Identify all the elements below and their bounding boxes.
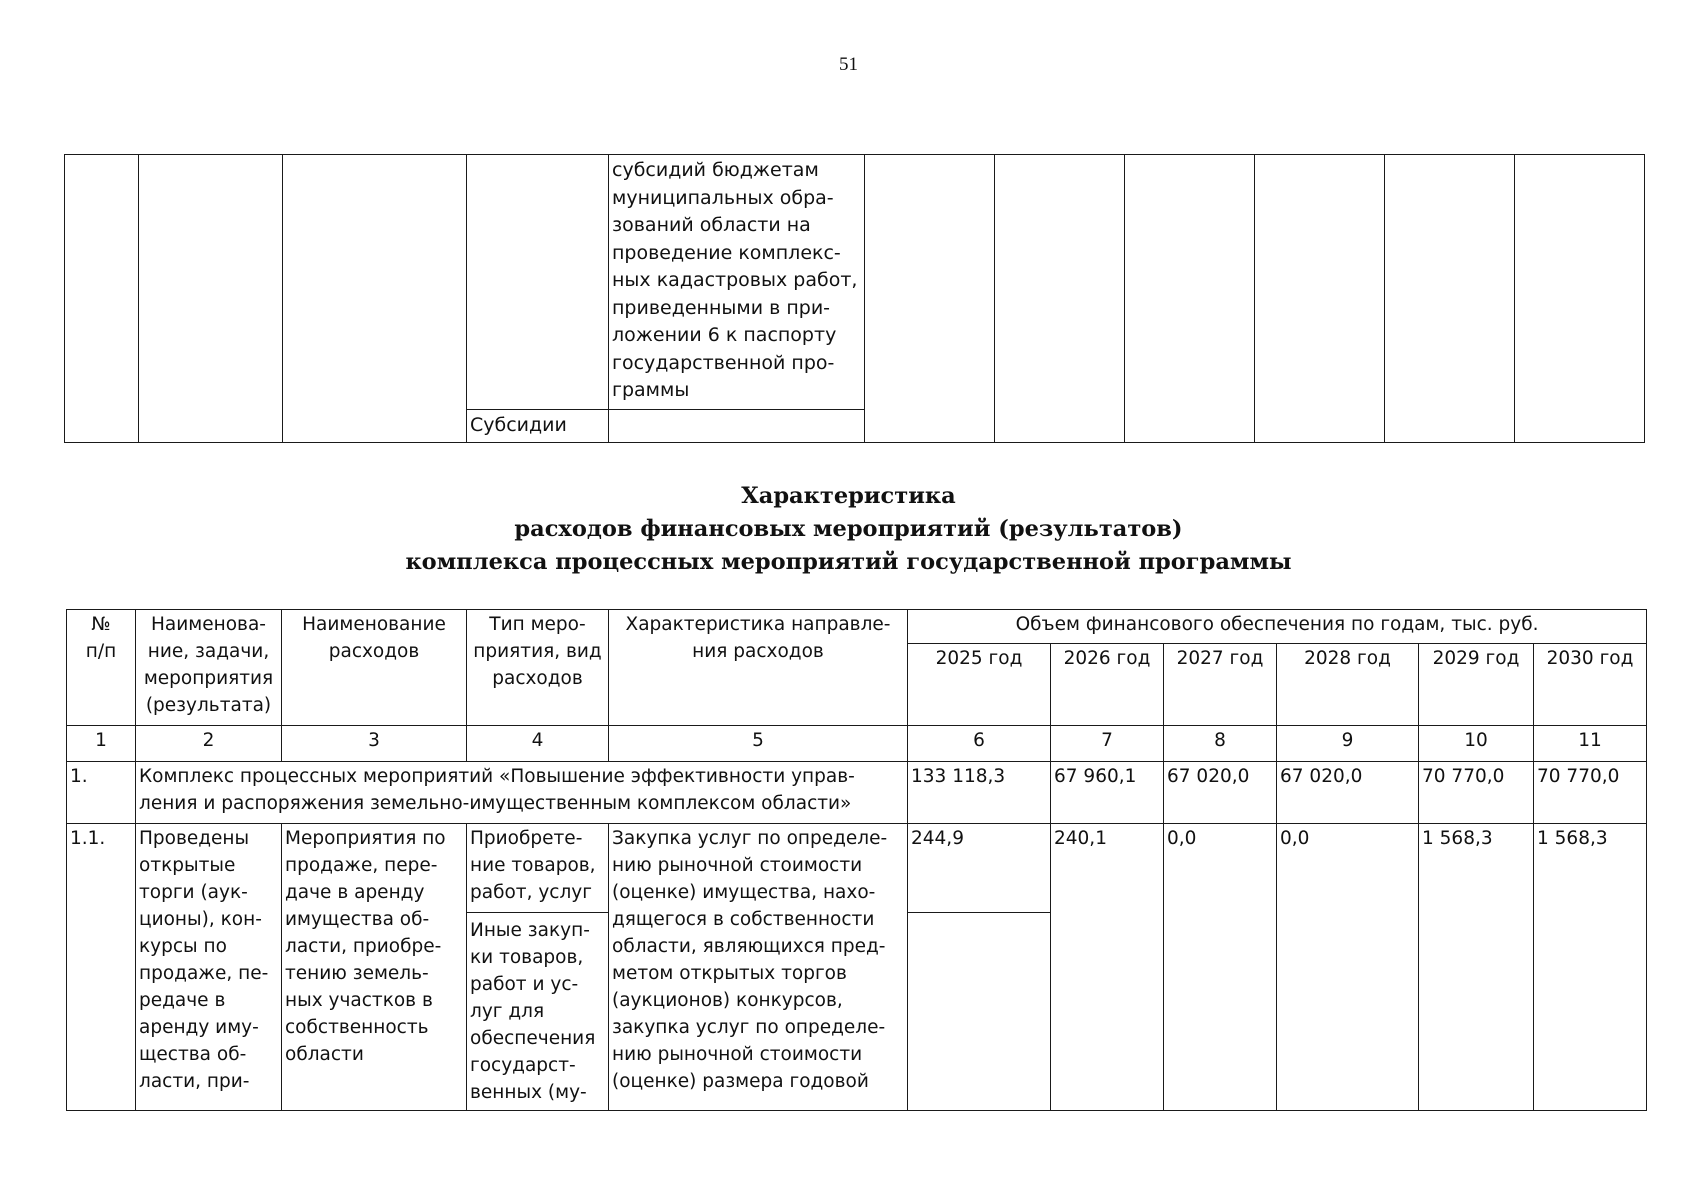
column-number: 7 [1051,726,1164,762]
header-num: № п/п [67,610,136,726]
header-characteristic: Характеристика направле- ния расходов [609,610,908,726]
empty-cell [65,155,139,443]
column-number: 1 [67,726,136,762]
value-2026: 240,1 [1051,824,1164,1111]
row-num: 1. [67,762,136,824]
value-2027: 0,0 [1164,824,1277,1111]
value-2027: 67 020,0 [1164,762,1277,824]
header-type: Тип меро- приятия, вид расходов [467,610,609,726]
header-volume: Объем финансового обеспечения по годам, тыс. руб. [908,610,1647,644]
type-other-purchases: Иные закуп- ки товаров, работ и ус- луг для обеспечения государст- венных (му- [467,913,609,1111]
value-2030: 1 568,3 [1534,824,1647,1111]
subsidy-label: Субсидии [467,410,609,443]
empty-cell [283,155,467,443]
header-year: 2027 год [1164,644,1277,726]
value-2030: 70 770,0 [1534,762,1647,824]
result-name: Проведены открытые торги (аук- ционы), кон- курсы по продаже, пе- редаче в аренду иму- щества об- ласти, при- [136,824,282,1111]
empty-cell [1515,155,1645,443]
expense-description: субсидий бюджетам муниципальных обра- зований области на проведение комплекс- ных кадастровых работ, приведенными в при- ложении 6 к паспорту государственной про- граммы [609,155,865,410]
header-year: 2025 год [908,644,1051,726]
complex-name: Комплекс процессных мероприятий «Повышение эффективности управ- ления и распоряжения земельно-имущественным комплексом области» [136,762,908,824]
empty-cell [139,155,283,443]
column-number: 3 [282,726,467,762]
continuation-table [64,154,1645,443]
column-number: 2 [136,726,282,762]
empty-cell [908,913,1051,1111]
header-year: 2028 год [1277,644,1419,726]
value-2028: 67 020,0 [1277,762,1419,824]
expense-name: Мероприятия по продаже, пере- даче в аренду имущества об- ласти, приобре- тению земель- ных участков в собственность области [282,824,467,1111]
value-2029: 1 568,3 [1419,824,1534,1111]
value-2025: 244,9 [908,824,1051,913]
column-number: 6 [908,726,1051,762]
value-2029: 70 770,0 [1419,762,1534,824]
empty-cell [995,155,1125,443]
title-line-2: расходов финансовых мероприятий (результатов) [514,516,1183,542]
column-number: 8 [1164,726,1277,762]
empty-cell [467,155,609,410]
header-year: 2026 год [1051,644,1164,726]
expense-table [66,609,1647,1111]
document-title [0,480,1697,579]
value-2028: 0,0 [1277,824,1419,1111]
empty-cell [1255,155,1385,443]
header-year: 2029 год [1419,644,1534,726]
expense-characteristic: Закупка услуг по определе- нию рыночной стоимости (оценке) имущества, нахо- дящегося в собственности области, являющихся пред- метом открытых торгов (аукционов) конкурсов, закупка услуг по определе- нию рыночной стоимости (оценке) размера годовой [609,824,908,1111]
row-num: 1.1. [67,824,136,1111]
header-expense-name: Наименование расходов [282,610,467,726]
header-year: 2030 год [1534,644,1647,726]
empty-cell [1125,155,1255,443]
type-purchase: Приобрете- ние товаров, работ, услуг [467,824,609,913]
empty-cell [865,155,995,443]
header-name: Наименова- ние, задачи, мероприятия (результата) [136,610,282,726]
column-number: 4 [467,726,609,762]
column-number: 5 [609,726,908,762]
column-number: 11 [1534,726,1647,762]
title-line-3: комплекса процессных мероприятий государственной программы [405,549,1292,575]
column-number: 10 [1419,726,1534,762]
title-line-1: Характеристика [741,483,956,509]
value-2025: 133 118,3 [908,762,1051,824]
empty-cell [1385,155,1515,443]
empty-cell [609,410,865,443]
column-number: 9 [1277,726,1419,762]
value-2026: 67 960,1 [1051,762,1164,824]
page-number: 51 [839,54,858,75]
